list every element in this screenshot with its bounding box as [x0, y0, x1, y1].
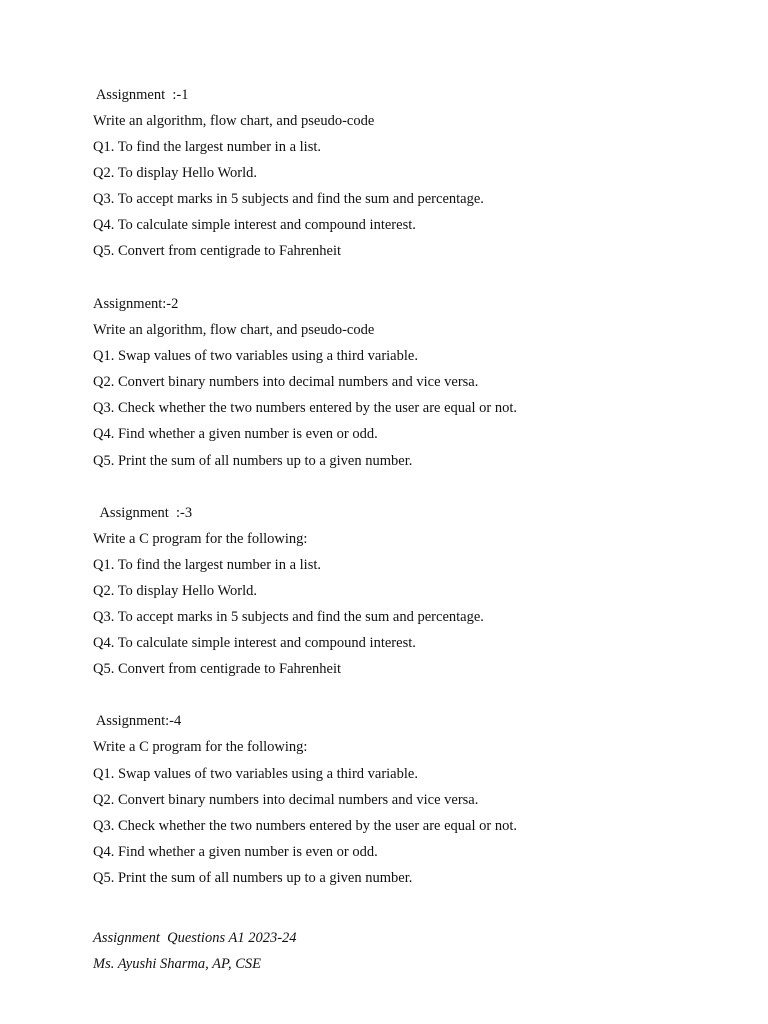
question-item: Q3. Check whether the two numbers entered by the user are equal or not.	[93, 818, 517, 834]
assignment-heading: Assignment:-2	[93, 296, 179, 312]
question-item: Q1. To find the largest number in a list.	[93, 557, 321, 573]
assignment-instruction: Write a C program for the following:	[93, 739, 308, 755]
question-item: Q5. Print the sum of all numbers up to a given number.	[93, 453, 413, 469]
question-item: Q3. To accept marks in 5 subjects and find the sum and percentage.	[93, 609, 484, 625]
question-item: Q2. Convert binary numbers into decimal numbers and vice versa.	[93, 374, 479, 390]
question-item: Q1. Swap values of two variables using a third variable.	[93, 348, 418, 364]
question-item: Q3. Check whether the two numbers entered by the user are equal or not.	[93, 400, 517, 416]
assignment-instruction: Write a C program for the following:	[93, 531, 308, 547]
assignment-instruction: Write an algorithm, flow chart, and pseudo-code	[93, 113, 375, 129]
question-item: Q3. To accept marks in 5 subjects and find the sum and percentage.	[93, 191, 484, 207]
question-item: Q2. To display Hello World.	[93, 165, 258, 181]
footer-author: Ms. Ayushi Sharma, AP, CSE	[93, 956, 261, 972]
question-item: Q2. To display Hello World.	[93, 583, 258, 599]
assignment-heading: Assignment :-1	[93, 87, 189, 103]
assignment-instruction: Write an algorithm, flow chart, and pseudo-code	[93, 322, 375, 338]
footer-title: Assignment Questions A1 2023-24	[93, 930, 297, 946]
question-item: Q2. Convert binary numbers into decimal numbers and vice versa.	[93, 792, 479, 808]
question-item: Q5. Convert from centigrade to Fahrenheit	[93, 661, 342, 677]
question-item: Q4. To calculate simple interest and compound interest.	[93, 635, 416, 651]
question-item: Q1. To find the largest number in a list.	[93, 139, 321, 155]
question-item: Q1. Swap values of two variables using a third variable.	[93, 766, 418, 782]
question-item: Q4. Find whether a given number is even or odd.	[93, 426, 378, 442]
question-item: Q4. Find whether a given number is even or odd.	[93, 844, 378, 860]
assignment-heading: Assignment:-4	[93, 713, 182, 729]
question-item: Q4. To calculate simple interest and compound interest.	[93, 217, 416, 233]
assignment-heading: Assignment :-3	[93, 505, 193, 521]
question-item: Q5. Convert from centigrade to Fahrenheit	[93, 243, 342, 259]
question-item: Q5. Print the sum of all numbers up to a given number.	[93, 870, 413, 886]
